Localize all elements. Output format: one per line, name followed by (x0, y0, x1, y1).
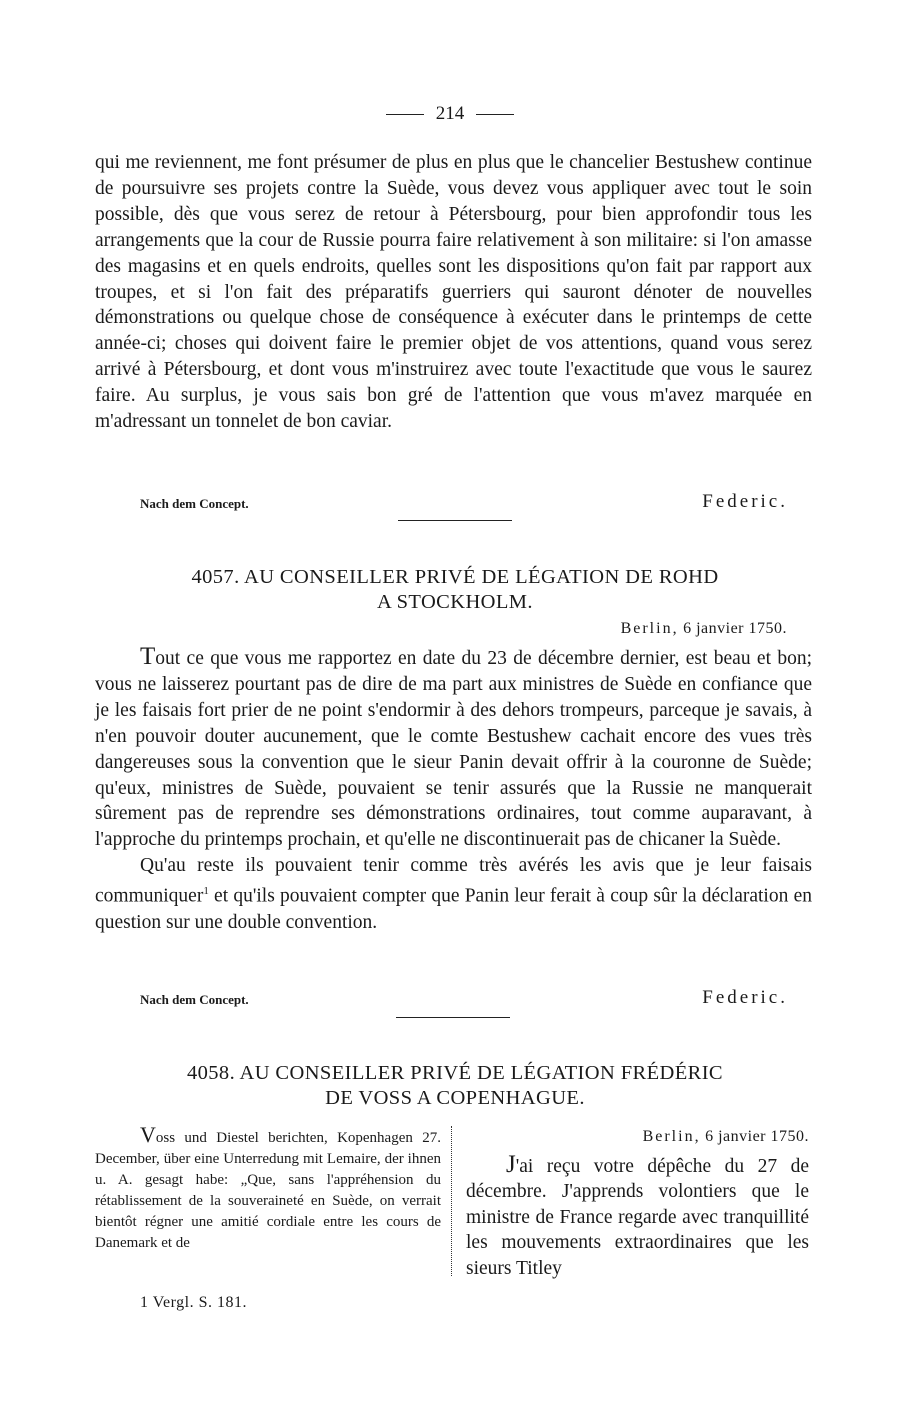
letter-4058-dateline (466, 1124, 809, 1150)
summary-text: oss und Diestel berichten, Kopenhagen 27. December, über eine Unterredung mit Lemaire, der ihnen u. A. gesagt habe: „Que, sans l'appréhension du rétablissement de la souveraineté en Suède, on verrait bientôt régner une amitié cordiale entre les cours de Danemark et de (95, 1130, 441, 1251)
letter-4057-heading-line2: A STOCKHOLM. (377, 591, 533, 613)
page-number-value: 214 (435, 103, 465, 124)
page-number-dash-left (386, 114, 424, 115)
letter-4057-paragraph-1 (95, 644, 812, 853)
letter-4058-body (466, 1124, 809, 1281)
dateline-date: 6 janvier 1750. (705, 1128, 809, 1145)
page-number-dash-right (476, 114, 514, 115)
letter-4058-heading-line2: DE VOSS A COPENHAGUE. (325, 1087, 585, 1109)
paragraph-text: Qu'au reste ils pouvaient tenir comme très avérés les avis que je leur faisais communiquer (95, 855, 812, 907)
paragraph-text: 'ai reçu votre dépêche du 27 de décembre. J'apprends volontiers que le ministre de France regarde avec tranquillité les mouvements extraordinaires que les sieurs Titley (466, 1155, 809, 1279)
page-number (0, 103, 900, 125)
letter-4057-heading (110, 565, 800, 615)
letter-4057-body (95, 644, 812, 935)
dateline-city: Berlin, (642, 1128, 701, 1145)
paragraph-text: et qu'ils pouvaient compter que Panin leur ferait à coup sûr la déclaration en question sur une double convention. (95, 885, 812, 933)
column-separator (451, 1126, 452, 1276)
footnote-ref: 1 (203, 885, 209, 898)
initial-letter: V (140, 1122, 156, 1147)
letter-4058-summary (95, 1124, 441, 1254)
section-divider-2 (396, 1017, 510, 1018)
letter-4058-paragraph (466, 1152, 809, 1282)
dateline-city: Berlin, (620, 620, 679, 637)
footnote: 1 Vergl. S. 181. (140, 1294, 247, 1311)
initial-letter: J (506, 1150, 516, 1178)
signature-block-2 (140, 987, 788, 1009)
section-divider-1 (398, 520, 512, 521)
letter-4057-dateline (621, 620, 787, 638)
dateline-date: 6 janvier 1750. (683, 620, 787, 637)
signature-name: Federic. (702, 987, 788, 1008)
initial-letter: T (140, 643, 156, 670)
source-note: Nach dem Concept. (140, 992, 249, 1007)
source-note: Nach dem Concept. (140, 496, 249, 511)
letter-4058-heading-line1: 4058. AU CONSEILLER PRIVÉ DE LÉGATION FRÉDÉRIC (186, 1062, 723, 1084)
letter-4058-heading (110, 1061, 800, 1111)
paragraph-text: out ce que vous me rapportez en date du 23 de décembre dernier, est beau et bon; vous ne laisserez pourtant pas de dire de ma part aux ministres de Suède en confiance que je les faisais fort prier de ne point s'endormir à des dehors trompeurs, parceque je savais, à n'en pouvoir douter aucunement, que le comte Bestushew cachait encore des vues très dangereuses sous la convention que le sieur Panin devait offrir à la couronne de Suède; qu'eux, ministres de Suède, pouvaient se tenir assurés que la Russie ne manquerait sûrement pas de reprendre ses démonstrations ordinaires, tout comme auparavant, à l'approche du printemps prochain, et qu'elle ne discontinuerait pas de chicaner la Suède. (95, 648, 812, 851)
letter-4057-heading-line1: 4057. AU CONSEILLER PRIVÉ DE LÉGATION DE ROHD (191, 566, 719, 588)
signature-block-1 (140, 491, 788, 513)
signature-name: Federic. (702, 491, 788, 512)
continuation-paragraph: qui me reviennent, me font présumer de plus en plus que le chancelier Bestushew continue de poursuivre ses projets contre la Suède, vous devez vous appliquer avec tout le soin possible, dès que vous serez de retour à Pétersbourg, pour bien approfondir tous les arrangements que la cour de Russie pourra faire relativement à son militaire: si l'on amasse des magasins et en quels endroits, quelles sont les dispositions qu'on fait par rapport aux troupes, et si l'on fait des préparatifs guerriers qui sauront dénoter de nouvelles démonstrations ou quelque chose de conséquence à exécuter dans le printemps de cette année-ci; choses qui doivent faire le premier objet de vos attentions, quand vous serez arrivé à Pétersbourg, et dont vous m'instruirez avec toute l'exactitude que vous le saurez faire. Au surplus, je vous sais bon gré de l'attention que vous m'avez marquée en m'adressant un tonnelet de bon caviar. (95, 152, 812, 433)
letter-4057-paragraph-2 (95, 853, 812, 935)
